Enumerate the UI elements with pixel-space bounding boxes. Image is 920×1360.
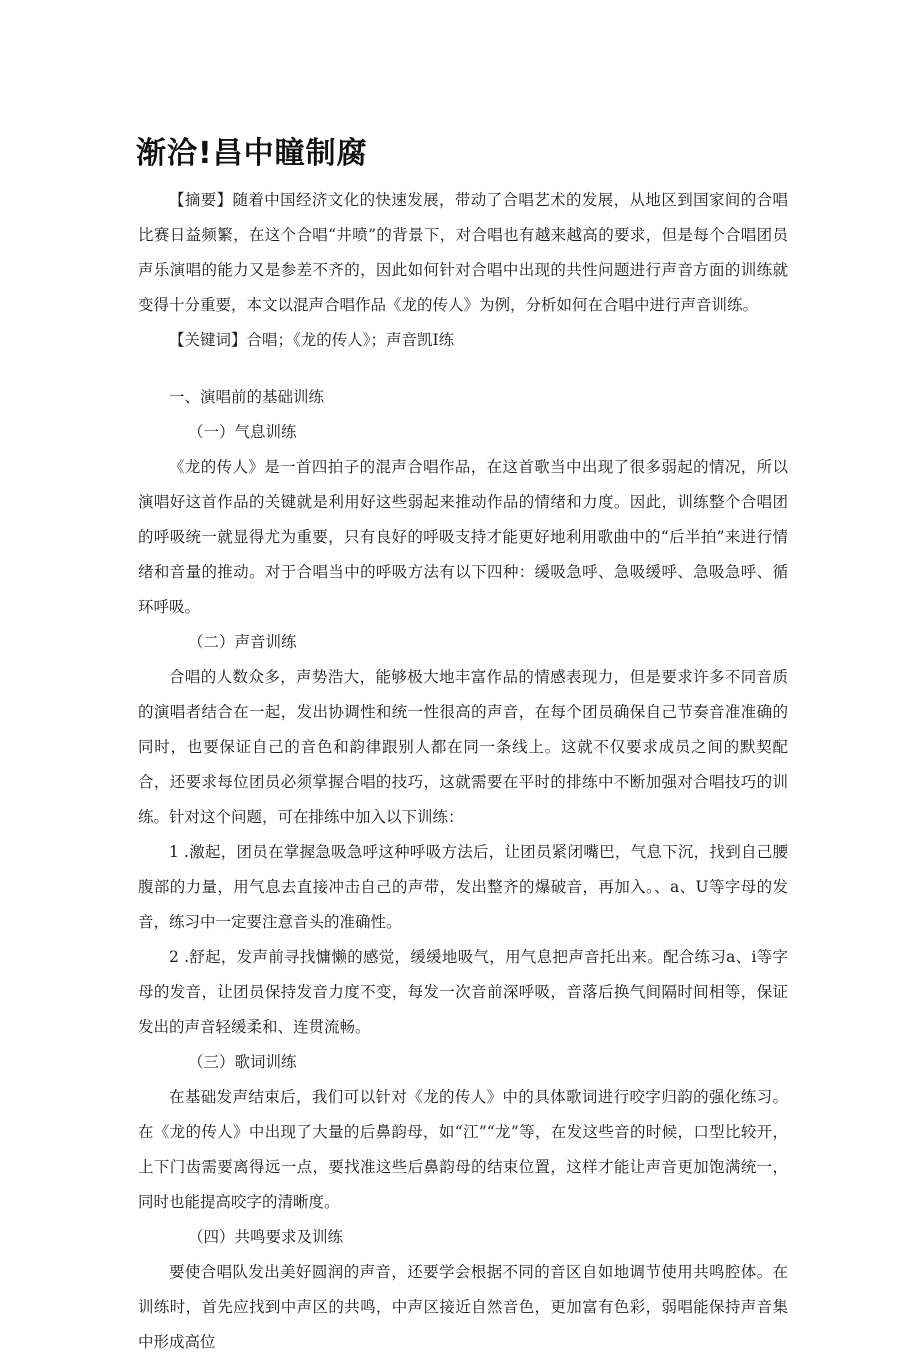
lyrics-training-paragraph: 在基础发声结束后，我们可以针对《龙的传人》中的具体歌词进行咬字归韵的强化练习。在《龙的传人》中出现了大量的后鼻韵母，如“江”“龙”等，在发这些音的时候，口型比较开，上下门齿需要离得远一点，要找准这些后鼻韵母的结束位置，这样才能让声音更加饱满统一，同时也能提高咬字的清晰度。: [138, 1088, 788, 1211]
section-heading-1: 一、演唱前的基础训练: [169, 388, 325, 406]
document-body: [138, 183, 788, 1360]
keywords-line: 【关键词】合唱；《龙的传人》；声音凯I练: [169, 331, 455, 349]
subsection-heading-voice: （二）声音训练: [188, 633, 297, 651]
abstract-paragraph: 【摘要】随着中国经济文化的快速发展，带动了合唱艺术的发展，从地区到国家间的合唱比赛日益频繁，在这个合唱“井喷”的背景下，对合唱也有越来越高的要求，但是每个合唱团员声乐演唱的能力又是参差不齐的，因此如何针对合唱中出现的共性问题进行声音方面的训练就变得十分重要，本文以混声合唱作品《龙的传人》为例，分析如何在合唱中进行声音训练。: [138, 191, 788, 314]
subsection-heading-resonance: （四）共鸣要求及训练: [188, 1228, 344, 1246]
list-item-1: 1 .激起，团员在掌握急吸急呼这种呼吸方法后，让团员紧闭嘴巴，气息下沉，找到自己腰腹部的力量，用气息去直接冲击自己的声带，发出整齐的爆破音，再加入。、a、U等字母的发音，练习中一定要注意音头的准确性。: [138, 843, 788, 931]
voice-training-paragraph: 合唱的人数众多，声势浩大，能够极大地丰富作品的情感表现力，但是要求许多不同音质的演唱者结合在一起，发出协调性和统一性很高的声音，在每个团员确保自己节奏音准准确的同时，也要保证自己的音色和韵律跟别人都在同一条线上。这就不仅要求成员之间的默契配合，还要求每位团员必须掌握合唱的技巧，这就需要在平时的排练中不断加强对合唱技巧的训练。针对这个问题，可在排练中加入以下训练：: [138, 668, 788, 826]
subsection-heading-breath: （一）气息训练: [188, 423, 297, 441]
page-title: 渐洽!昌中瞳制腐: [136, 136, 368, 171]
breath-training-paragraph: 《龙的传人》是一首四拍子的混声合唱作品，在这首歌当中出现了很多弱起的情况，所以演唱好这首作品的关键就是利用好这些弱起来推动作品的情绪和力度。因此，训练整个合唱团的呼吸统一就显得尤为重要，只有良好的呼吸支持才能更好地利用歌曲中的“后半拍”来进行情绪和音量的推动。对于合唱当中的呼吸方法有以下四种：缓吸急呼、急吸缓呼、急吸急呼、循环呼吸。: [138, 458, 788, 616]
resonance-training-paragraph: 要使合唱队发出美好圆润的声音，还要学会根据不同的音区自如地调节使用共鸣腔体。在训练时，首先应找到中声区的共鸣，中声区接近自然音色，更加富有色彩，弱唱能保持声音集中形成高位: [138, 1263, 788, 1351]
list-item-2: 2 .舒起，发声前寻找慵懒的感觉，缓缓地吸气，用气息把声音托出来。配合练习a、i等字母的发音，让团员保持发音力度不变，每发一次音前深呼吸，音落后换气间隔时间相等，保证发出的声音轻缓柔和、连贯流畅。: [138, 948, 788, 1036]
subsection-heading-lyrics: （三）歌词训练: [188, 1053, 297, 1071]
